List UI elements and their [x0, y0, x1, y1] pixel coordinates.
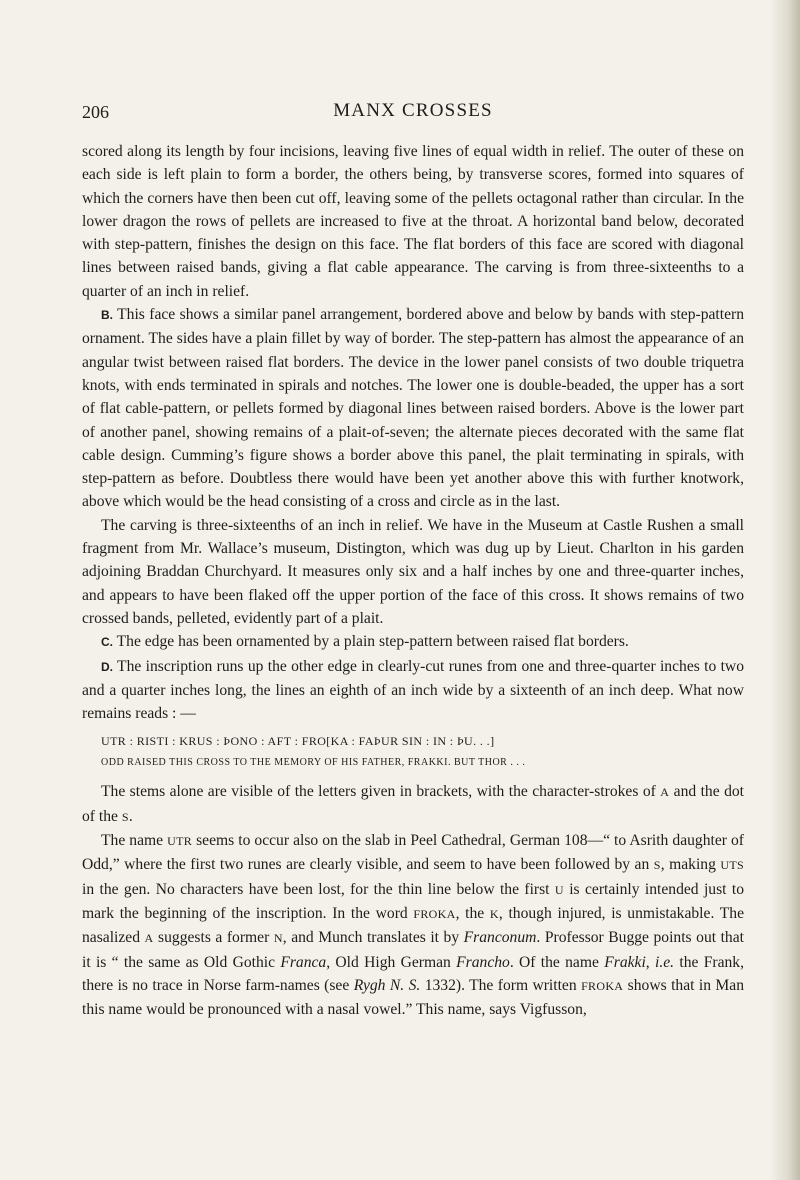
text-run: The name [101, 832, 168, 850]
text-run: , [645, 953, 655, 971]
rune-letter: A [660, 785, 670, 800]
italic-term: i.e. [655, 953, 675, 971]
page-number: 206 [82, 102, 109, 122]
rune-letter: K [489, 906, 499, 921]
text-run: , and Munch translates it by [282, 929, 464, 947]
text-run: The stems alone are visible of the letters given in brackets, with the character-strokes of [101, 783, 661, 801]
paragraph-face-b [82, 303, 744, 514]
rune-word: UTS [720, 858, 744, 873]
text-run: , the [455, 904, 490, 922]
text-run: 1332). The form written [420, 976, 582, 994]
rune-letter: S [121, 809, 129, 824]
paragraph-name-utr [82, 829, 744, 1021]
running-head: MANX CROSSES [333, 100, 493, 121]
paragraph-face-a-continued: scored along its length by four incisions, leaving five lines of equal width in relief. The outer of these on each side is left plain to form a border, the others being, by transverse scores, formed into squares of which the corners have then been cut off, leaving some of the pellets octagonal rather than circular. In the lower dragon the rows of pellets are increased to five at the throat. A horizontal band below, decorated with step-pattern, finishes the design on this face. The flat borders of this face are scored with diagonal lines between raised bands, giving a flat cable appearance. The carving is from three-sixteenths to a quarter of an inch in relief. [82, 143, 744, 300]
paragraph-edge-d-text: The inscription runs up the other edge in clearly-cut runes from one and three-quarter inches to two and a quarter inches long, the lines an eighth of an inch wide by a sixteenth of an inch deep. What now remains reads : — [82, 657, 744, 723]
paragraph-bracket-note [82, 780, 744, 829]
runic-inscription: UTR : RISTI : KRUS : ÞONO : AFT : FRO[KA : FAÞUR SIN : IN : ÞU. . .] [101, 734, 495, 749]
section-label-b: B. [101, 308, 113, 323]
paragraph-edge-d [82, 655, 744, 726]
italic-citation: Rygh N. S. [353, 976, 421, 994]
text-run: , Old High German [326, 953, 457, 971]
text-run: . [128, 807, 133, 825]
paragraph-face-b-text: This face shows a similar panel arrangement, bordered above and below by bands with step-pattern ornament. The sides have a plain fillet by way of border. The step-pattern has almost the appearance of an angular twist between raised flat borders. The device in the lower panel consists of two double triquetra knots, with ends terminated in spirals and notches. The lower one is double-beaded, the upper has a sort of flat cable-pattern, or pellets formed by diagonal lines between raised borders. Above is the lower part of another panel, showing remains of a plait-of-seven; the alternate pieces decorated with the same flat cable design. Cumming’s figure shows a border above this panel, the plait terminating in spirals, with step-pattern as before. Doubtless there would have been yet another above this with further knotwork, above which would be the head consisting of a cross and circle as in the last. [82, 306, 744, 511]
rune-letter: A [144, 931, 154, 946]
text-run: shows that in Man this name would be pronounced with a nasal vowel.” This name, says Vigfusson, [82, 976, 745, 1019]
text-run: seems to occur also on the slab in Peel Cathedral, German 108—“ to Asrith daughter of Odd,” where the first two runes are clearly visible, and seem to have been followed by an [82, 832, 745, 874]
text-run: the Frank, there is no trace in Norse farm-names (see [82, 953, 744, 994]
rune-word: UTR [167, 834, 193, 849]
italic-term: Francho [456, 953, 510, 971]
inscription-translation: ODD RAISED THIS CROSS TO THE MEMORY OF HIS FATHER, FRAKKI. BUT THOR . . . [101, 757, 526, 769]
italic-term: Franca [280, 953, 327, 971]
page-edge-shadow [770, 0, 800, 1180]
text-run: in the gen. No characters have been lost, for the thin line below the first [82, 880, 555, 898]
paragraph-edge-c [82, 630, 744, 654]
rune-word: FROKA [581, 978, 624, 993]
text-run: is certainly intended just to mark the beginning of the inscription. In the word [82, 880, 745, 922]
rune-letter: N [273, 931, 283, 946]
rune-letter: U [554, 882, 564, 897]
text-run: suggests a former [153, 929, 274, 947]
italic-term: Franconum [463, 929, 537, 947]
rune-letter: S [653, 858, 661, 873]
rune-word: FROKA [413, 906, 456, 921]
page-header [82, 100, 744, 124]
text-run: , making [660, 856, 721, 874]
text-run: . Professor Bugge points out that it is “ the same as Old Gothic [82, 929, 744, 971]
section-label-d: D. [101, 659, 113, 674]
text-run: , though injured, is unmistakable. The nasalized [82, 904, 744, 947]
book-page [82, 100, 744, 1021]
text-run: . Of the name [509, 953, 605, 971]
section-label-c: C. [101, 635, 113, 650]
paragraph-carving-fragment: The carving is three-sixteenths of an inch in relief. We have in the Museum at Castle Rushen a small fragment from Mr. Wallace’s museum, Distington, which was dug up by Lieut. Charlton in his garden adjoining Braddan Churchyard. It measures only six and a half inches by one and three-quarter inches, and appears to have been flaked off the upper portion of the face of this cross. It shows remains of two crossed bands, pelleted, evidently part of a plait. [82, 516, 744, 627]
italic-term: Frakki [604, 953, 646, 971]
paragraph-edge-c-text: The edge has been ornamented by a plain step-pattern between raised flat borders. [113, 633, 629, 651]
text-run: and the dot of the [82, 783, 744, 825]
